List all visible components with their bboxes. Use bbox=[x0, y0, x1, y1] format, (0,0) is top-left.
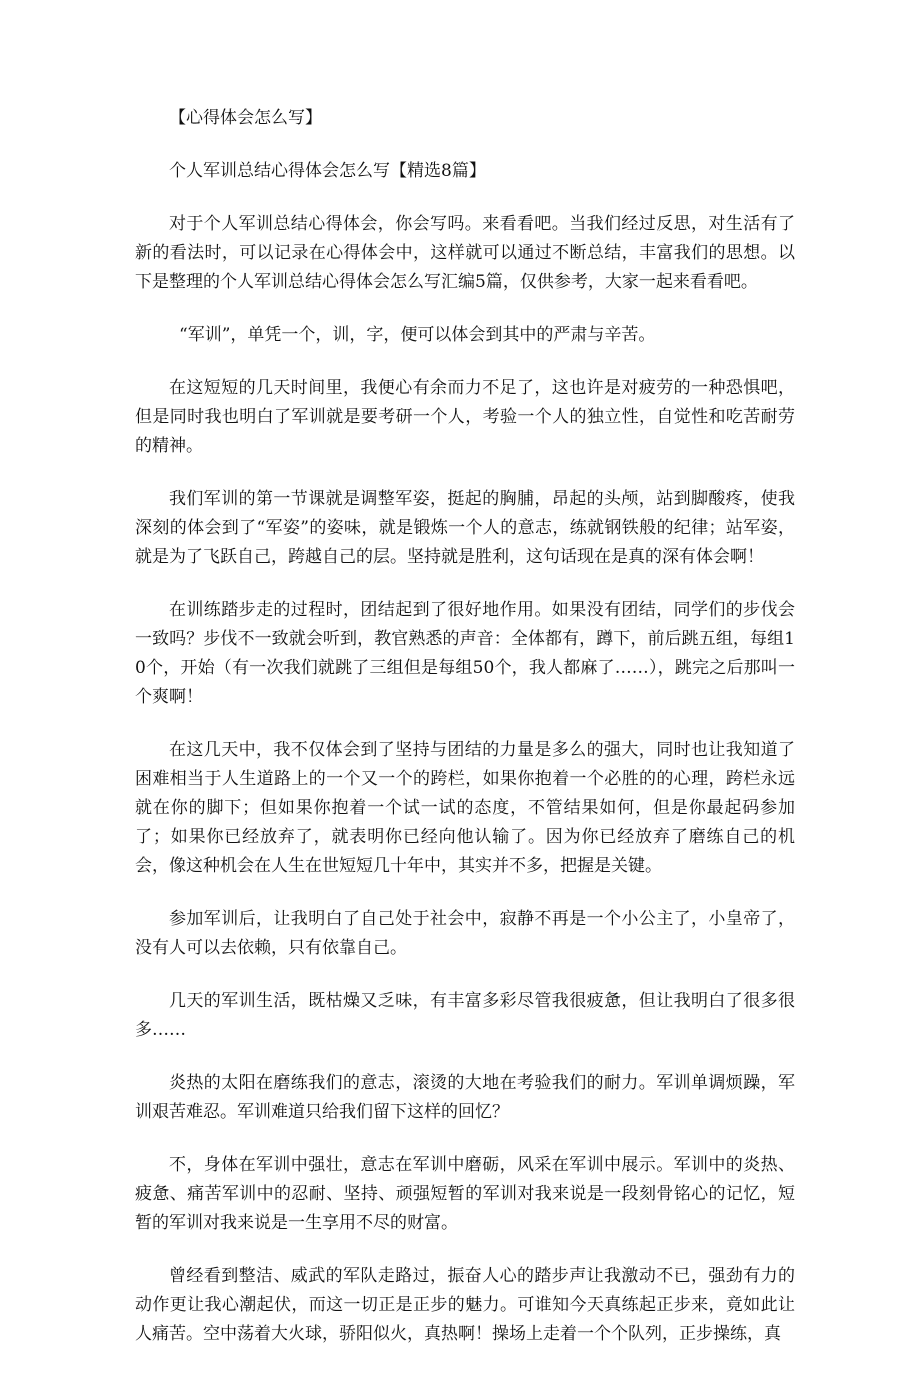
document-body bbox=[135, 104, 795, 1373]
paragraph: 参加军训后，让我明白了自己处于社会中，寂静不再是一个小公主了，小皇帝了，没有人可以去依赖，只有依靠自己。 bbox=[135, 909, 795, 958]
document-heading: 【心得体会怎么写】 bbox=[169, 108, 322, 128]
paragraph: 在训练踏步走的过程时，团结起到了很好地作用。如果没有团结，同学们的步伐会一致吗？步伐不一致就会听到，教官熟悉的声音：全体都有，蹲下，前后跳五组，每组10个，开始（有一次我们就跳了三组但是每组50个，我人都麻了……），跳完之后那叫一个爽啊！ bbox=[135, 600, 795, 707]
paragraph: 几天的军训生活，既枯燥又乏味，有丰富多彩尽管我很疲惫，但让我明白了很多很多…… bbox=[135, 991, 795, 1040]
paragraph: 不，身体在军训中强壮，意志在军训中磨砺，风采在军训中展示。军训中的炎热、疲惫、痛苦军训中的忍耐、坚持、顽强短暂的军训对我来说是一段刻骨铭心的记忆，短暂的军训对我来说是一生享用不尽的财富。 bbox=[135, 1155, 795, 1233]
paragraph: 对于个人军训总结心得体会，你会写吗。来看看吧。当我们经过反思，对生活有了新的看法时，可以记录在心得体会中，这样就可以通过不断总结，丰富我们的思想。以下是整理的个人军训总结心得体会怎么写汇编5篇，仅供参考，大家一起来看看吧。 bbox=[135, 214, 795, 292]
paragraph: 在这短短的几天时间里，我便心有余而力不足了，这也许是对疲劳的一种恐惧吧，但是同时我也明白了军训就是要考研一个人，考验一个人的独立性，自觉性和吃苦耐劳的精神。 bbox=[135, 378, 795, 456]
paragraph: 我们军训的第一节课就是调整军姿，挺起的胸脯，昂起的头颅，站到脚酸疼，使我深刻的体会到了“军姿”的姿味，就是锻炼一个人的意志，练就钢铁般的纪律；站军姿，就是为了飞跃自己，跨越自己的层。坚持就是胜利，这句话现在是真的深有体会啊！ bbox=[135, 489, 795, 567]
paragraph: 炎热的太阳在磨练我们的意志，滚烫的大地在考验我们的耐力。军训单调烦躁，军训艰苦难忍。军训难道只给我们留下这样的回忆？ bbox=[135, 1073, 795, 1122]
paragraph: 在这几天中，我不仅体会到了坚持与团结的力量是多么的强大，同时也让我知道了困难相当于人生道路上的一个又一个的跨栏，如果你抱着一个必胜的的心理，跨栏永远就在你的脚下；但如果你抱着一个试一试的态度，不管结果如何，但是你最起码参加了；如果你已经放弃了，就表明你已经向他认输了。因为你已经放弃了磨练自己的机会，像这种机会在人生在世短短几十年中，其实并不多，把握是关键。 bbox=[135, 740, 795, 876]
paragraph: 曾经看到整洁、威武的军队走路过，振奋人心的踏步声让我激动不已，强劲有力的动作更让我心潮起伏，而这一切正是正步的魅力。可谁知今天真练起正步来，竟如此让人痛苦。空中荡着大火球，骄阳似火，真热啊！操场上走着一个个队列，正步操练，真 bbox=[135, 1266, 795, 1344]
paragraph: “军训”，单凭一个，训，字，便可以体会到其中的严肃与辛苦。 bbox=[179, 325, 656, 345]
document-title: 个人军训总结心得体会怎么写【精选8篇】 bbox=[169, 161, 486, 181]
